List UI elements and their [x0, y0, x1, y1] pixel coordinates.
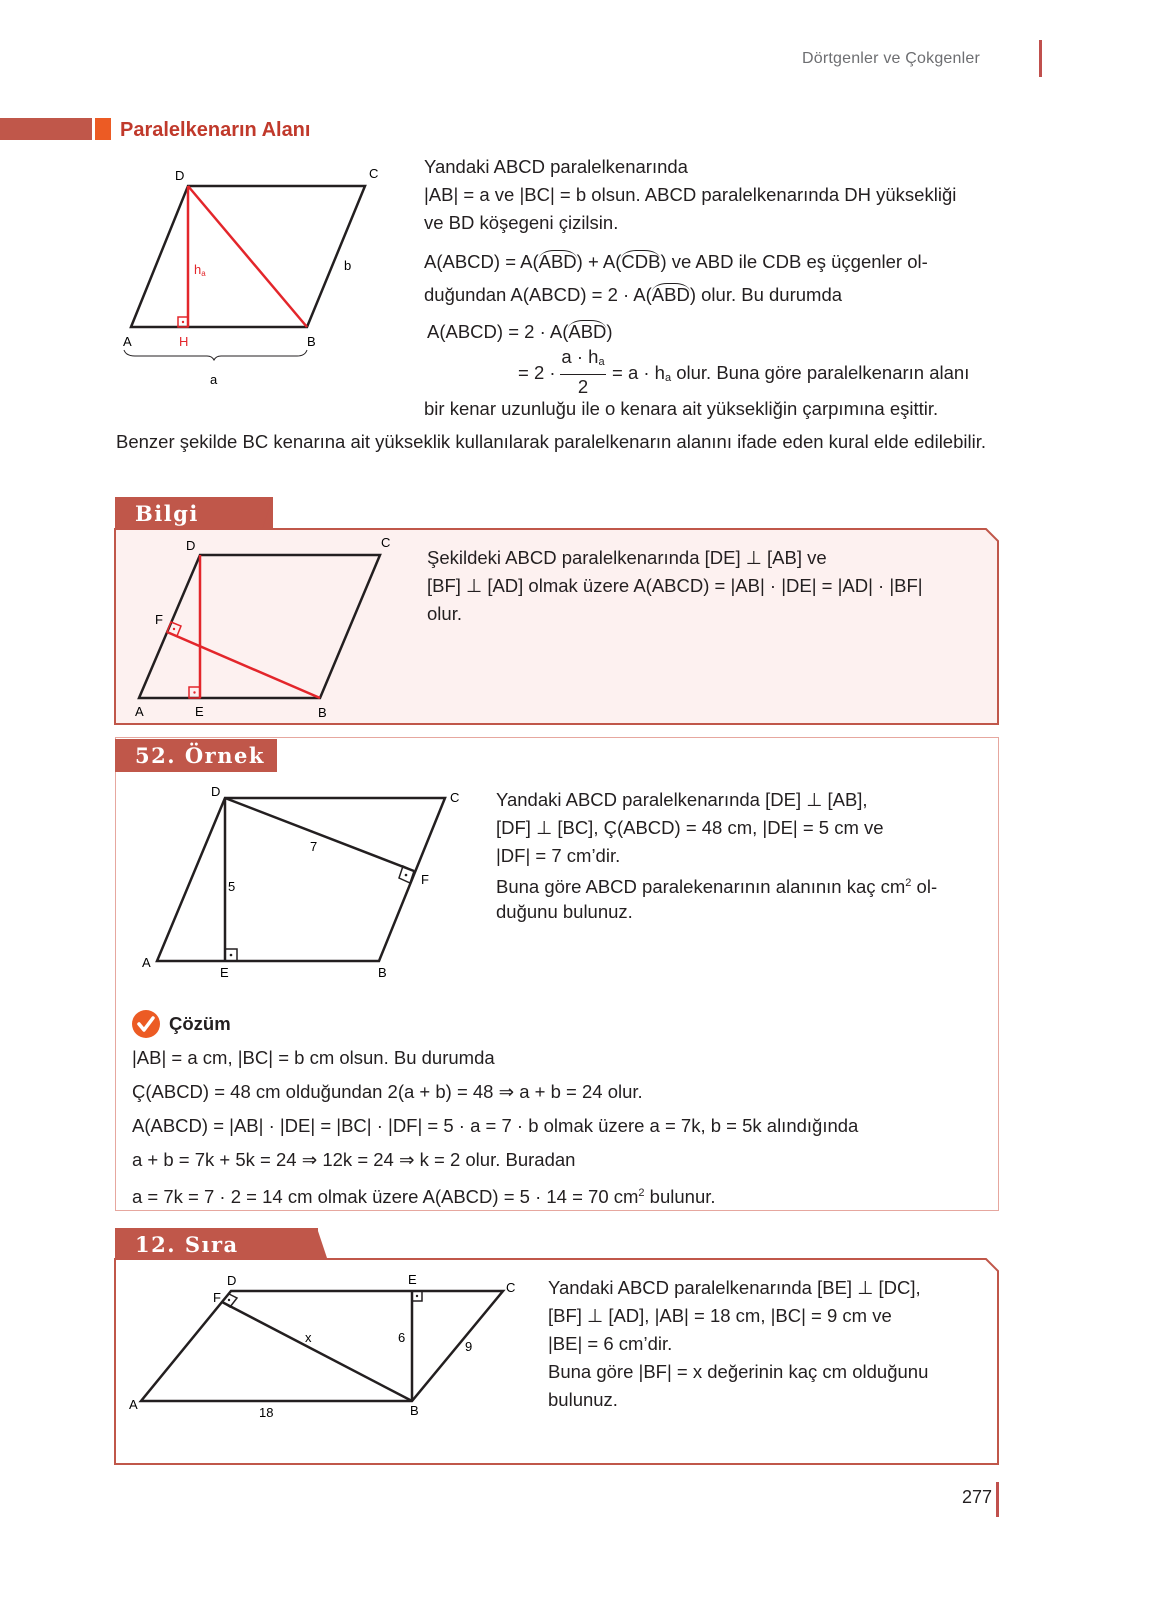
label-d: D	[211, 784, 221, 799]
ornek-line5: duğunu bulunuz.	[496, 901, 633, 922]
label-x: x	[305, 1330, 312, 1345]
label-c: C	[381, 535, 391, 550]
height-bf	[167, 632, 320, 698]
label-e: E	[220, 965, 229, 980]
label-b: B	[378, 965, 387, 980]
sira-line5: bulunuz.	[548, 1389, 618, 1410]
label-h: H	[179, 334, 189, 349]
intro-line3: ve BD köşegeni çizilsin.	[424, 212, 619, 233]
ornek-figure	[135, 780, 470, 985]
label-f: F	[213, 1290, 221, 1305]
solution-line3: A(ABCD) = |AB| · |DE| = |BC| · |DF| = 5 · a = 7 · b olmak üzere a = 7k, b = 5k alındığında	[132, 1115, 859, 1136]
label-a: A	[142, 955, 151, 970]
brace-a	[124, 350, 307, 360]
label-e: E	[408, 1272, 417, 1287]
ornek-line2: [DF] ⊥ [BC], Ç(ABCD) = 48 cm, |DE| = 5 cm ve	[496, 817, 884, 838]
bilgi-line3: olur.	[427, 603, 462, 624]
label-c: C	[450, 790, 460, 805]
page-number: 277	[961, 1487, 992, 1507]
label-a: A	[135, 704, 144, 719]
bilgi-line1: Şekildeki ABCD paralelkenarında [DE] ⊥ [AB] ve	[427, 547, 827, 568]
sira-line4: Buna göre |BF| = x değerinin kaç cm olduğunu	[548, 1361, 929, 1382]
label-d: D	[175, 168, 185, 183]
header-rule	[1039, 40, 1042, 77]
parallelogram-abcd	[141, 1291, 503, 1401]
sira-line3: |BE| = 6 cm’dir.	[548, 1333, 673, 1354]
fraction	[560, 345, 606, 399]
label-a-length: a	[210, 372, 218, 387]
intro-benzer: Benzer şekilde BC kenarına ait yükseklik kullanılarak paralelkenarın alanını ifade eden kural elde edilebilir.	[116, 431, 986, 452]
parallelogram-figure	[115, 160, 385, 395]
diagonal-bd	[188, 186, 307, 327]
equation-4-prefix: = 2 ·	[518, 362, 556, 383]
bilgi-figure	[115, 530, 415, 722]
ornek-tab: 52. Örnek	[115, 739, 277, 772]
solution-line4: a + b = 7k + 5k = 24 ⇒ 12k = 24 ⇒ k = 2 olur. Buradan	[132, 1149, 576, 1170]
label-b: B	[307, 334, 316, 349]
ornek-line4: Buna göre ABCD paralekenarının alanının kaç $cm^2$ ol-	[496, 876, 938, 897]
sira-line2: [BF] ⊥ [AD], |AB| = 18 cm, |BC| = 9 cm ve	[548, 1305, 892, 1326]
check-icon	[131, 1009, 161, 1039]
height-df	[225, 798, 414, 871]
label-a: A	[123, 334, 132, 349]
label-c: C	[369, 166, 379, 181]
sira-figure	[125, 1270, 525, 1430]
intro-conclusion: bir kenar uzunluğu ile o kenara ait yüksekliğin çarpımına eşittir.	[424, 398, 939, 419]
equation-3: A(ABCD) = 2 · A(ABD)	[427, 321, 613, 342]
label-h-a: ha	[194, 262, 206, 278]
page-number-rule	[996, 1482, 999, 1517]
running-header: Dörtgenler ve Çokgenler	[801, 50, 980, 67]
label-e: E	[195, 704, 204, 719]
label-nine: 9	[465, 1339, 473, 1354]
intro-line2: |AB| = a ve |BC| = b olsun. ABCD paralelkenarında DH yüksekliği	[424, 184, 957, 205]
section-bar	[0, 118, 92, 140]
label-b-side: b	[344, 258, 352, 273]
fraction-denominator: 2	[577, 376, 589, 397]
label-b: B	[410, 1403, 419, 1418]
label-five: 5	[228, 879, 236, 894]
label-c: C	[506, 1280, 516, 1295]
label-six: 6	[398, 1330, 406, 1345]
label-seven: 7	[310, 839, 318, 854]
label-b: B	[318, 705, 327, 720]
solution-line1: |AB| = a cm, |BC| = b cm olsun. Bu durumda	[132, 1047, 495, 1068]
equation-4-result: = a · ha olur. Buna göre paralelkenarın alanı	[612, 362, 970, 384]
label-a: A	[129, 1397, 138, 1412]
solution-line2: Ç(ABCD) = 48 cm olduğundan 2(a + b) = 48 ⇒ a + b = 24 olur.	[132, 1081, 643, 1102]
cozum-label: Çözüm	[169, 1013, 231, 1034]
sira-line1: Yandaki ABCD paralelkenarında [BE] ⊥ [DC],	[548, 1277, 921, 1298]
equation-2: duğundan A(ABCD) = 2 · A(ABD) olur. Bu durumda	[424, 284, 843, 305]
parallelogram-abcd	[139, 555, 380, 698]
bilgi-tab: Bilgi	[115, 497, 273, 530]
ornek-line3: |DF| = 7 cm’dir.	[496, 845, 621, 866]
label-d: D	[186, 538, 196, 553]
solution-line5: a = 7k = 7 · 2 = 14 cm olmak üzere A(ABCD) = 5 · 14 = 70 $cm^2$ bulunur.	[132, 1186, 716, 1207]
label-eighteen: 18	[259, 1405, 274, 1420]
equation-1: A(ABCD) = A(ABD) + A(CDB) ve ABD ile CDB eş üçgenler ol-	[424, 251, 928, 272]
bilgi-line2: [BF] ⊥ [AD] olmak üzere A(ABCD) = |AB| · |DE| = |AD| · |BF|	[427, 575, 923, 596]
fraction-numerator: a · ha	[560, 345, 606, 375]
intro-line1: Yandaki ABCD paralelkenarında	[424, 156, 688, 177]
label-f: F	[421, 872, 429, 887]
section-marker	[95, 118, 111, 140]
label-f: F	[155, 612, 163, 627]
label-d: D	[227, 1273, 237, 1288]
ornek-line1: Yandaki ABCD paralelkenarında [DE] ⊥ [AB],	[496, 789, 868, 810]
height-bf	[222, 1302, 412, 1401]
section-title: Paralelkenarın Alanı	[120, 119, 311, 141]
sira-tab: 12. Sıra	[115, 1228, 318, 1261]
